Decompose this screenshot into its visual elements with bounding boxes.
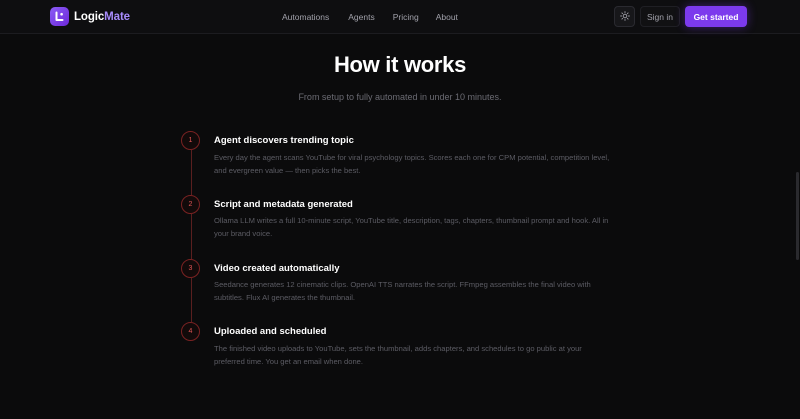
get-started-button[interactable]: Get started <box>685 6 747 27</box>
nav-link-agents[interactable]: Agents <box>348 12 375 22</box>
nav-links <box>282 0 458 34</box>
step-description: Seedance generates 12 cinematic clips. OpenAI TTS narrates the script. FFmpeg assembles the final video with subtitles. Flux AI generates the thumbnail. <box>214 280 591 302</box>
step-description: Every day the agent scans YouTube for viral psychology topics. Scores each one for CPM potential, competition level, and evergreen value — then picks the best. <box>214 153 610 175</box>
nav-link-about[interactable]: About <box>435 12 458 22</box>
step-number-badge: 1 <box>181 131 200 150</box>
step-title: Script and metadata generated <box>214 199 353 210</box>
scrollbar[interactable] <box>796 172 799 260</box>
step-number-badge: 2 <box>181 195 200 214</box>
brand-name <box>74 11 130 23</box>
step-description: The finished video uploads to YouTube, sets the thumbnail, adds chapters, and schedules to go public at your preferred time. You get an email when done. <box>214 344 582 366</box>
timeline-connector <box>191 278 192 322</box>
sign-in-button[interactable]: Sign in <box>640 6 680 27</box>
step-title: Agent discovers trending topic <box>214 135 354 146</box>
logo-link[interactable] <box>50 7 130 26</box>
page-subtitle: From setup to fully automated in under 10 minutes. <box>298 92 502 102</box>
step-number-badge: 4 <box>181 322 200 341</box>
logo-icon <box>50 7 69 26</box>
nav-link-automations[interactable]: Automations <box>282 12 330 22</box>
step-title: Uploaded and scheduled <box>214 326 327 337</box>
sun-icon <box>620 8 630 26</box>
brand-name-part1: Logic <box>74 10 105 23</box>
theme-toggle-button[interactable] <box>614 6 635 27</box>
nav-link-pricing[interactable]: Pricing <box>392 12 419 22</box>
timeline-connector <box>191 214 192 259</box>
timeline-connector <box>191 150 192 195</box>
page-title: How it works <box>333 52 467 77</box>
brand-name-part2: Mate <box>104 10 130 23</box>
step-description: Ollama LLM writes a full 10-minute script, YouTube title, description, tags, chapters, thumbnail prompt and hook. All in your brand voice. <box>214 216 609 238</box>
step-title: Video created automatically <box>214 263 340 274</box>
navbar <box>0 0 800 34</box>
step-number-badge: 3 <box>181 259 200 278</box>
